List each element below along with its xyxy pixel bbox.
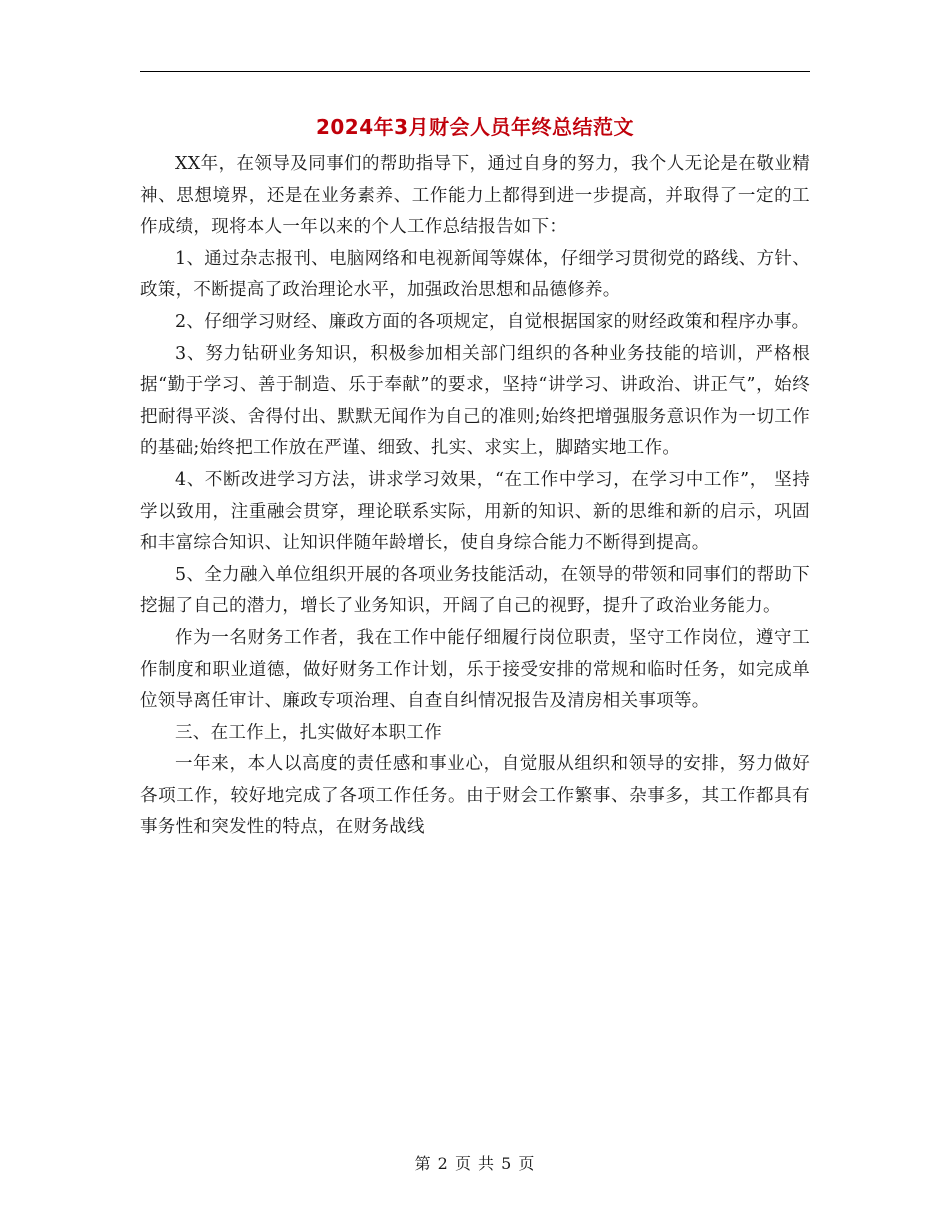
document-title: 2024年3月财会人员年终总结范文 — [315, 115, 635, 139]
paragraph-item-1: 1、通过杂志报刊、电脑网络和电视新闻等媒体，仔细学习贯彻党的路线、方针、政策，不断提高了政治理论水平，加强政治思想和品德修养。 — [140, 248, 810, 301]
page-number-footer: 第 2 页 共 5 页 — [414, 1154, 536, 1173]
paragraph-intro: XX年，在领导及同事们的帮助指导下，通过自身的努力，我个人无论是在敬业精神、思想境界，还是在业务素养、工作能力上都得到进一步提高，并取得了一定的工作成绩，现将本人一年以来的个人工作总结报告如下： — [140, 154, 810, 238]
paragraph-item-3: 3、努力钻研业务知识，积极参加相关部门组织的各种业务技能的培训，严格根据“勤于学习、善于制造、乐于奉献”的要求，坚持“讲学习、讲政治、讲正气”，始终把耐得平淡、舍得付出、默默无闻作为自己的准则;始终把增强服务意识作为一切工作的基础;始终把工作放在严谨、细致、扎实、求实上，脚踏实地工作。 — [140, 343, 810, 459]
header-rule — [140, 71, 810, 72]
paragraph-item-2: 2、仔细学习财经、廉政方面的各项规定，自觉根据国家的财经政策和程序办事。 — [175, 311, 810, 332]
document-body — [140, 149, 810, 844]
paragraph-duties: 作为一名财务工作者，我在工作中能仔细履行岗位职责，坚守工作岗位，遵守工作制度和职业道德，做好财务工作计划，乐于接受安排的常规和临时任务，如完成单位领导离任审计、廉政专项治理、自查自纠情况报告及清房相关事项等。 — [140, 627, 810, 712]
paragraph-item-5: 5、全力融入单位组织开展的各项业务技能活动，在领导的带领和同事们的帮助下挖掘了自己的潜力，增长了业务知识，开阔了自己的视野，提升了政治业务能力。 — [140, 564, 810, 617]
paragraph-item-4: 4、不断改进学习方法，讲求学习效果，“在工作中学习，在学习中工作”， 坚持学以致用，注重融会贯穿，理论联系实际，用新的知识、新的思维和新的启示，巩固和丰富综合知识、让知识伴随年龄增长，使自身综合能力不断得到提高。 — [140, 469, 810, 554]
paragraph-work: 一年来，本人以高度的责任感和事业心，自觉服从组织和领导的安排，努力做好各项工作，较好地完成了各项工作任务。由于财会工作繁事、杂事多，其工作都具有事务性和突发性的特点，在财务战线 — [140, 754, 810, 838]
section-heading-3: 三、在工作上，扎实做好本职工作 — [175, 722, 442, 743]
